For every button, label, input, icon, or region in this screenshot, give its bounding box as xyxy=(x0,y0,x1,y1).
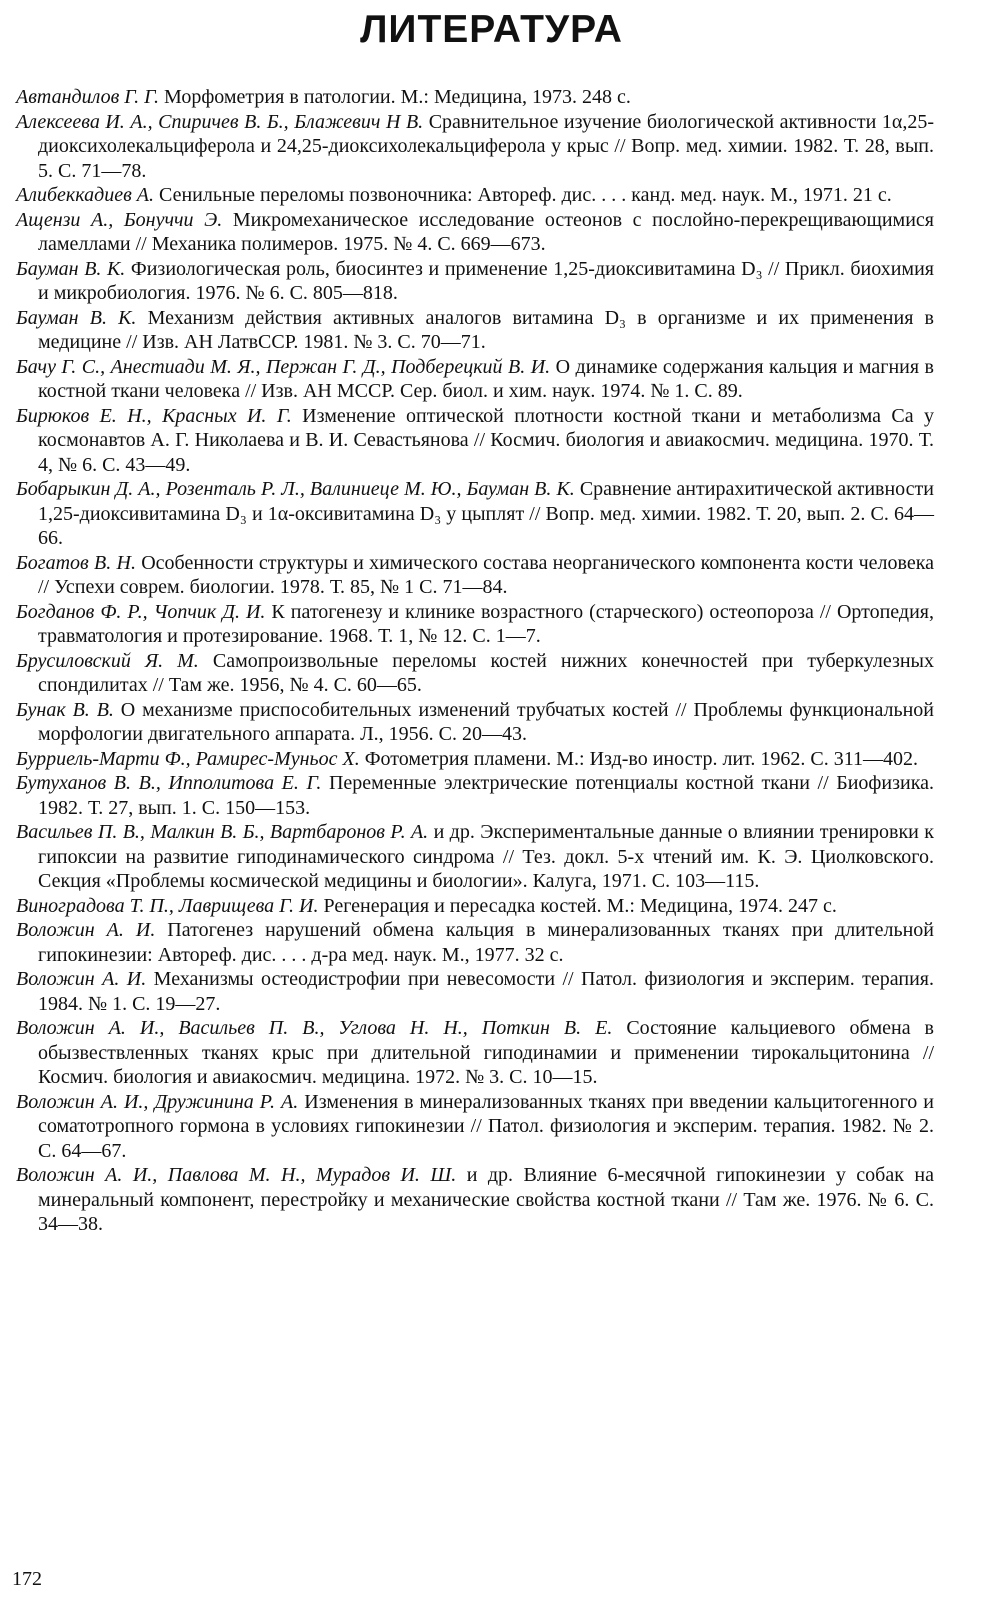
reference-authors: Брусиловский Я. М. xyxy=(16,649,199,672)
reference-entry xyxy=(16,208,934,257)
reference-entry xyxy=(16,257,934,306)
page-title: ЛИТЕРАТУРА xyxy=(360,8,623,51)
reference-authors: Бауман В. К. xyxy=(16,306,137,329)
reference-entry xyxy=(16,306,934,355)
reference-entry xyxy=(16,1090,934,1164)
reference-authors: Бутуханов В. В., Ипполитова Е. Г. xyxy=(16,772,322,794)
reference-entry xyxy=(16,894,934,919)
reference-authors: Воложин А. И. xyxy=(16,919,156,941)
reference-entry xyxy=(16,771,934,820)
reference-authors: Богданов Ф. Р., Чопчик Д. И. xyxy=(16,600,266,623)
reference-entry xyxy=(16,110,934,184)
reference-text: Сравнение антирахитической активности 1,25-диоксивитамина D₃ и 1α-оксивитамина D₃ у цыплят // Вопр. мед. химии. 1982. Т. 20, вып. 2. С. 64—66. xyxy=(38,478,935,549)
reference-authors: Автандилов Г. Г. xyxy=(16,86,160,108)
reference-authors: Бурриель-Марти Ф., Рамирес-Муньос Х. xyxy=(16,747,360,770)
reference-authors: Бачу Г. С., Анестиади М. Я., Пержан Г. Д., Подберецкий В. И. xyxy=(16,355,551,378)
reference-list xyxy=(16,85,934,1237)
reference-text: К патогенезу и клинике возрастного (старческого) остеопороза // Ортопедия, травматология и протезирование. 1968. Т. 1, № 12. С. 1—7. xyxy=(38,600,934,647)
reference-entry xyxy=(16,649,934,698)
reference-entry xyxy=(16,85,934,110)
reference-text: Сравнительное изучение биологической активности 1α,25-диоксихолекальциферола и 24,25-диоксихолекальциферола у крыс // Вопр. мед. химии. 1982. Т. 28, вып. 5. С. 71—78. xyxy=(38,110,935,182)
reference-entry xyxy=(16,820,934,894)
reference-text: Изменение оптической плотности костной ткани и метаболизма Са у космонавтов А. Г. Николаева и В. И. Севастьянова // Космич. биология и авиакосмич. медицина. 1970. Т. 4, № 6. С. 43—49. xyxy=(38,404,934,476)
reference-authors: Воложин А. И., Дружинина Р. А. xyxy=(16,1090,299,1113)
reference-text: О динамике содержания кальция и магния в костной ткани человека // Изв. АН МССР. Сер. биол. и хим. наук. 1974. № 1. С. 89. xyxy=(38,355,934,402)
reference-entry xyxy=(16,355,934,404)
reference-authors: Бауман В. К. xyxy=(16,257,126,280)
reference-text: Особенности структуры и химического состава неорганического компонента кости человека // Успехи соврем. биологии. 1978. Т. 85, № 1 С. 71—84. xyxy=(38,551,934,598)
reference-authors: Алексеева И. А., Спиричев В. Б., Блажевич Н В. xyxy=(16,110,424,133)
reference-authors: Богатов В. Н. xyxy=(16,551,136,574)
reference-entry xyxy=(16,1016,934,1090)
reference-text: Физиологическая роль, биосинтез и применение 1,25-диоксивитамина D₃ // Прикл. биохимия и микробиология. 1976. № 6. С. 805—818. xyxy=(38,257,934,304)
reference-entry xyxy=(16,698,934,747)
reference-authors: Васильев П. В., Малкин В. Б., Вартбаронов Р. А. xyxy=(16,821,429,843)
reference-authors: Воложин А. И. xyxy=(16,968,147,990)
reference-authors: Алибеккадиев А. xyxy=(16,184,154,206)
reference-entry xyxy=(16,747,934,772)
reference-authors: Воложин А. И., Павлова М. Н., Мурадов И. Ш. xyxy=(16,1164,457,1186)
reference-text: Самопроизвольные переломы костей нижних конечностей при туберкулезных спондилитах // Там же. 1956, № 4. С. 60—65. xyxy=(38,649,934,696)
reference-authors: Бунак В. В. xyxy=(16,698,114,721)
reference-text: Переменные электрические потенциалы костной ткани // Биофизика. 1982. Т. 27, вып. 1. С. 150—153. xyxy=(38,772,934,819)
reference-entry xyxy=(16,1163,934,1237)
reference-entry xyxy=(16,404,934,478)
reference-text: О механизме приспособительных изменений трубчатых костей // Проблемы функциональной морфологии двигательного аппарата. Л., 1956. С. 20—43. xyxy=(38,698,935,745)
reference-authors: Ащензи А., Бонуччи Э. xyxy=(16,208,223,231)
reference-text: и др. Экспериментальные данные о влиянии тренировки к гипоксии на развитие гиподинамического синдрома // Тез. докл. 5-х чтений им. К. Э. Циолковского. Секция «Проблемы космической медицины и биологии». Калуга, 1971. С. 103—115. xyxy=(38,821,934,892)
reference-entry xyxy=(16,183,934,208)
reference-text: Морфометрия в патологии. М.: Медицина, 1973. 248 с. xyxy=(159,86,631,108)
reference-authors: Бобарыкин Д. А., Розенталь Р. Л., Валиниеце М. Ю., Бауман В. К. xyxy=(16,478,575,500)
reference-text: Микромеханическое исследование остеонов с послойно-перекрещивающимися ламеллами // Механика полимеров. 1975. № 4. С. 669—673. xyxy=(38,208,934,255)
reference-entry xyxy=(16,967,934,1016)
reference-text: Патогенез нарушений обмена кальция в минерализованных тканях при длительной гипокинезии: Автореф. дис. . . . д-ра мед. наук. М., 1977. 32 с. xyxy=(38,919,935,966)
reference-entry xyxy=(16,918,934,967)
reference-text: Сенильные переломы позвоночника: Автореф. дис. . . . канд. мед. наук. М., 1971. 21 с. xyxy=(153,184,892,206)
reference-text: и др. Влияние 6-месячной гипокинезии у собак на минеральный компонент, перестройку и механические свойства костной ткани // Там же. 1976. № 6. С. 34—38. xyxy=(38,1164,934,1235)
reference-entry xyxy=(16,551,934,600)
reference-text: Изменения в минерализованных тканях при введении кальцитогенного и соматотропного гормона в условиях гипокинезии // Патол. физиология и эксперим. терапия. 1982. № 2. С. 64—67. xyxy=(38,1090,934,1162)
reference-text: Состояние кальциевого обмена в обызвествленных тканях крыс при длительной гиподинамии и применении тирокальцитонина // Космич. биология и авиакосмич. медицина. 1972. № 3. С. 10—15. xyxy=(38,1017,934,1088)
reference-authors: Виноградова Т. П., Лаврищева Г. И. xyxy=(16,894,319,917)
reference-entry xyxy=(16,600,934,649)
reference-authors: Воложин А. И., Васильев П. В., Углова Н. Н., Поткин В. Е. xyxy=(16,1017,613,1039)
page-number: 172 xyxy=(12,1568,42,1590)
reference-text: Регенерация и пересадка костей. М.: Медицина, 1974. 247 с. xyxy=(318,894,837,917)
reference-text: Фотометрия пламени. М.: Изд-во иностр. лит. 1962. С. 311—402. xyxy=(359,747,919,770)
reference-entry xyxy=(16,477,934,551)
reference-authors: Бирюков Е. Н., Красных И. Г. xyxy=(16,404,292,427)
reference-text: Механизмы остеодистрофии при невесомости // Патол. физиология и эксперим. терапия. 1984. № 1. С. 19—27. xyxy=(38,968,934,1015)
reference-text: Механизм действия активных аналогов витамина D₃ в организме и их применения в медицине // Изв. АН ЛатвССР. 1981. № 3. С. 70—71. xyxy=(38,306,934,353)
